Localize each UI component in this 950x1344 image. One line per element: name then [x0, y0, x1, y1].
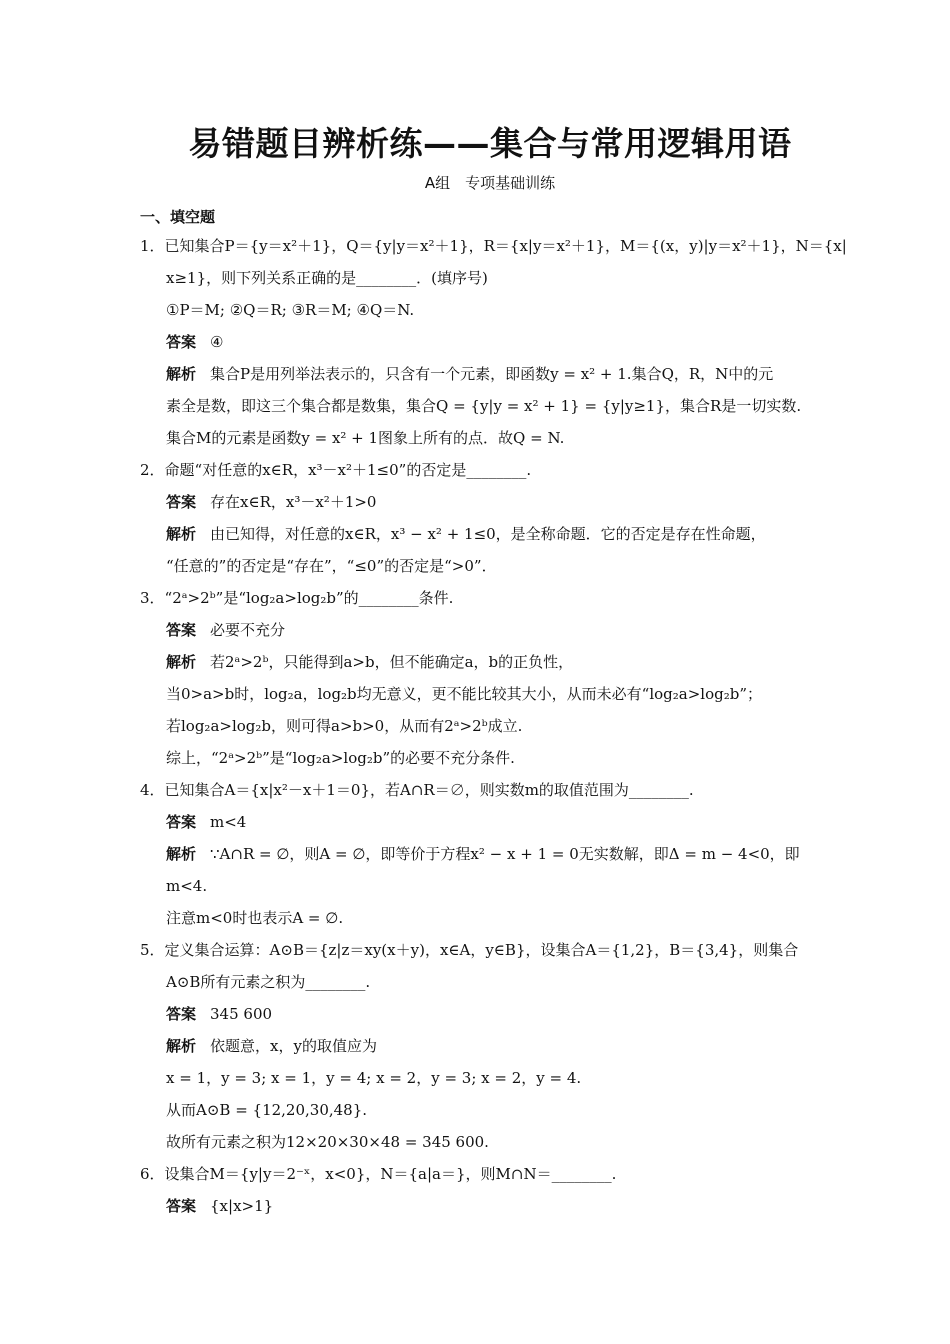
- question-5-line-1: 5．定义集合运算：A⊙B＝{z|z＝xy(x＋y)，x∈A，y∈B}，设集合A＝{1,2}，B＝{3,4}，则集合: [140, 941, 799, 959]
- analysis-5-line-1: [166, 1036, 377, 1056]
- answer-label: 答案: [166, 1005, 197, 1023]
- answer-6-text: {x|x>1}: [210, 1197, 274, 1215]
- analysis-4-line-2: m<4.: [166, 877, 208, 895]
- analysis-3-text: 若2ᵃ>2ᵇ，只能得到a>b，但不能确定a，b的正负性，: [210, 653, 574, 671]
- analysis-1-line-1: [166, 364, 773, 384]
- section-heading: 一、填空题: [140, 208, 216, 226]
- question-3-line-1: 3．“2ᵃ>2ᵇ”是“log₂a>log₂b”的________条件.: [140, 589, 454, 607]
- analysis-label: 解析: [166, 525, 197, 543]
- analysis-label: 解析: [166, 1037, 197, 1055]
- question-5-line-2: A⊙B所有元素之积为________.: [166, 973, 371, 991]
- analysis-5-line-2: x = 1，y = 3; x = 1，y = 4; x = 2，y = 3; x = 2，y = 4.: [166, 1069, 582, 1087]
- answer-3: [166, 620, 285, 640]
- page-subtitle: A组 专项基础训练: [424, 174, 556, 192]
- analysis-5-line-4: 故所有元素之积为12×20×30×48 = 345 600.: [166, 1133, 489, 1151]
- analysis-label: 解析: [166, 845, 197, 863]
- analysis-1-line-3: 集合M的元素是函数y = x² + 1图象上所有的点．故Q = N.: [166, 429, 565, 447]
- answer-label: 答案: [166, 813, 197, 831]
- analysis-5-line-3: 从而A⊙B = {12,20,30,48}.: [166, 1101, 368, 1119]
- question-1-line-2: x≥1}，则下列关系正确的是________．(填序号): [166, 269, 488, 287]
- analysis-3-line-2: 当0>a>b时，log₂a，log₂b均无意义，更不能比较其大小，从而未必有“log₂a>log₂b”；: [166, 685, 762, 703]
- answer-2: [166, 492, 376, 512]
- analysis-4-line-3: 注意m<0时也表示A = ∅.: [166, 909, 344, 927]
- question-1-options: ①P＝M; ②Q＝R; ③R＝M; ④Q＝N.: [166, 301, 415, 319]
- analysis-1-text: 集合P是用列举法表示的，只含有一个元素，即函数y = x² + 1.集合Q，R，N中的元: [210, 365, 774, 383]
- analysis-label: 解析: [166, 365, 197, 383]
- analysis-5-text: 依题意，x，y的取值应为: [210, 1037, 377, 1055]
- answer-1-text: ④: [210, 333, 224, 351]
- analysis-4-text: ∵A∩R = ∅，则A = ∅，即等价于方程x² − x + 1 = 0无实数解，即Δ = m − 4<0，即: [210, 845, 800, 863]
- answer-1: [166, 332, 223, 352]
- analysis-2-text: 由已知得，对任意的x∈R，x³ − x² + 1≤0，是全称命题．它的否定是存在性命题，: [210, 525, 766, 543]
- answer-label: 答案: [166, 621, 197, 639]
- question-1-line-1: 1．已知集合P＝{y＝x²＋1}，Q＝{y|y＝x²＋1}，R＝{x|y＝x²＋1}，M＝{(x，y)|y＝x²＋1}，N＝{x|: [140, 237, 847, 255]
- answer-3-text: 必要不充分: [210, 621, 286, 639]
- question-6-line-1: 6．设集合M＝{y|y＝2⁻ˣ，x<0}，N＝{a|a＝}，则M∩N＝________.: [140, 1165, 617, 1183]
- analysis-4-line-1: [166, 844, 800, 864]
- answer-label: 答案: [166, 1197, 197, 1215]
- answer-label: 答案: [166, 333, 197, 351]
- analysis-3-line-4: 综上，“2ᵃ>2ᵇ”是“log₂a>log₂b”的必要不充分条件.: [166, 749, 515, 767]
- analysis-2-line-1: [166, 524, 766, 544]
- answer-6: [166, 1196, 273, 1216]
- analysis-1-line-2: 素全是数，即这三个集合都是数集，集合Q = {y|y = x² + 1} = {y|y≥1}，集合R是一切实数.: [166, 397, 802, 415]
- question-2-line-1: 2．命题“对任意的x∈R，x³－x²＋1≤0”的否定是________.: [140, 461, 532, 479]
- answer-2-text: 存在x∈R，x³－x²＋1>0: [210, 493, 377, 511]
- answer-5: [166, 1004, 272, 1024]
- answer-5-text: 345 600: [210, 1005, 273, 1023]
- analysis-3-line-3: 若log₂a>log₂b，则可得a>b>0，从而有2ᵃ>2ᵇ成立.: [166, 717, 523, 735]
- analysis-label: 解析: [166, 653, 197, 671]
- page-title: 易错题目辨析练——集合与常用逻辑用语: [188, 124, 792, 163]
- answer-4: [166, 812, 246, 832]
- answer-4-text: m<4: [210, 813, 247, 831]
- analysis-2-line-2: “任意的”的否定是“存在”，“≤0”的否定是“>0”．: [166, 557, 497, 575]
- analysis-3-line-1: [166, 652, 573, 672]
- answer-label: 答案: [166, 493, 197, 511]
- question-4-line-1: 4．已知集合A＝{x|x²－x＋1＝0}，若A∩R＝∅，则实数m的取值范围为________.: [140, 781, 694, 799]
